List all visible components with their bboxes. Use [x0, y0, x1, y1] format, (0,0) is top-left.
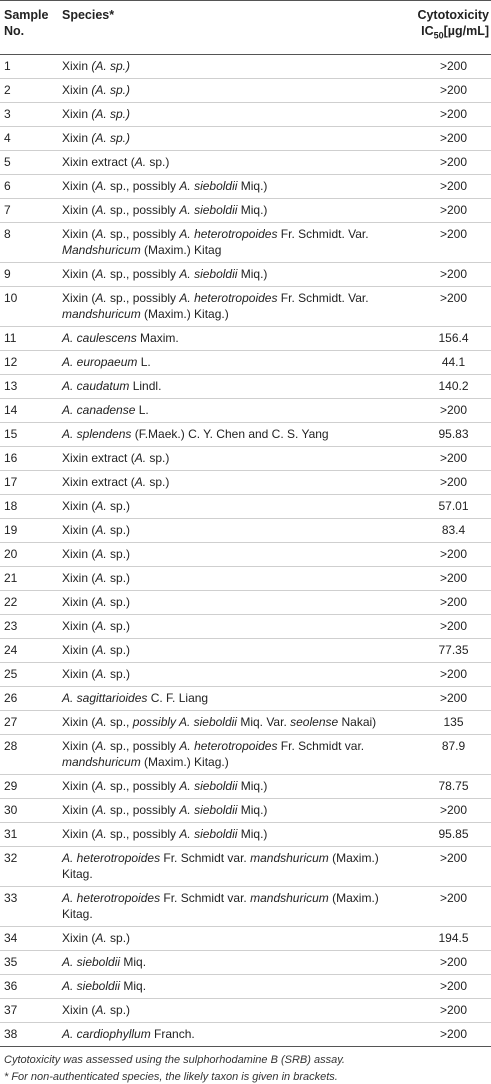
table-row	[0, 174, 491, 198]
sample-no-cell: 25	[0, 662, 56, 686]
species-text-segment: Xixin (	[62, 930, 96, 945]
sample-no-cell: 38	[0, 1022, 56, 1046]
cytotoxicity-value-cell: >200	[400, 542, 491, 566]
cytotoxicity-value-cell: >200	[400, 54, 491, 78]
species-text-segment: (Maxim.) Kitag.)	[140, 306, 229, 321]
species-text-segment: Miq.	[120, 954, 147, 969]
sample-no-cell: 34	[0, 926, 56, 950]
cytotoxicity-value-cell: >200	[400, 590, 491, 614]
cytotoxicity-value-cell: >200	[400, 686, 491, 710]
table-row	[0, 422, 491, 446]
species-text-segment: Miq.)	[237, 802, 268, 817]
table-row	[0, 518, 491, 542]
species-cell	[56, 494, 400, 518]
sample-no-cell: 22	[0, 590, 56, 614]
species-text-segment: A.	[95, 266, 107, 281]
sample-no-cell: 31	[0, 822, 56, 846]
species-text-segment: A.	[95, 666, 107, 681]
species-text-segment: mandshuricum	[62, 754, 141, 769]
sample-no-cell: 2	[0, 78, 56, 102]
species-text-segment: Miq.)	[237, 266, 268, 281]
sample-no-cell: 15	[0, 422, 56, 446]
species-text-segment: Xixin (	[62, 642, 96, 657]
sample-no-cell: 26	[0, 686, 56, 710]
species-cell	[56, 446, 400, 470]
species-text-segment: sp., possibly	[106, 826, 180, 841]
species-text-segment: Xixin	[62, 130, 92, 145]
header-cytotoxicity	[400, 1, 491, 55]
species-cell	[56, 422, 400, 446]
table-row	[0, 150, 491, 174]
species-text-segment: sp.)	[106, 618, 131, 633]
species-text-segment: Xixin extract (	[62, 450, 135, 465]
species-text-segment: sp.)	[106, 546, 131, 561]
table-row	[0, 590, 491, 614]
cytotoxicity-value-cell: >200	[400, 662, 491, 686]
species-text-segment: Xixin (	[62, 266, 96, 281]
species-text-segment: sp.)	[106, 570, 131, 585]
species-text-segment: Franch.	[150, 1026, 195, 1041]
species-text-segment: Xixin (	[62, 178, 96, 193]
species-text-segment: A. sagittarioides	[62, 690, 148, 705]
species-cell	[56, 950, 400, 974]
species-text-segment: sp.)	[106, 930, 131, 945]
sample-no-cell: 13	[0, 374, 56, 398]
species-cell	[56, 798, 400, 822]
species-text-segment: Xixin (	[62, 522, 96, 537]
sample-no-cell: 5	[0, 150, 56, 174]
table-row	[0, 494, 491, 518]
species-cell	[56, 102, 400, 126]
species-text-segment: Lindl.	[129, 378, 162, 393]
cytotoxicity-value-cell: >200	[400, 174, 491, 198]
species-text-segment: A. sieboldii	[179, 266, 238, 281]
table-row	[0, 798, 491, 822]
species-text-segment: A. heterotropoides	[179, 290, 278, 305]
species-text-segment: mandshuricum	[62, 306, 141, 321]
species-text-segment: A.	[134, 450, 147, 465]
species-text-segment: A. europaeum	[62, 354, 138, 369]
table-row	[0, 662, 491, 686]
sample-no-cell: 20	[0, 542, 56, 566]
species-text-segment: L.	[137, 354, 151, 369]
cytotoxicity-value-cell: >200	[400, 846, 491, 886]
species-text-segment: A. caudatum	[62, 378, 130, 393]
sample-no-cell: 30	[0, 798, 56, 822]
sample-no-cell: 3	[0, 102, 56, 126]
species-text-segment: A.	[95, 290, 107, 305]
cytotoxicity-value-cell: 44.1	[400, 350, 491, 374]
sample-no-cell: 6	[0, 174, 56, 198]
cytotoxicity-value-cell: >200	[400, 614, 491, 638]
sample-no-cell: 8	[0, 222, 56, 262]
species-text-segment: sp.)	[106, 498, 131, 513]
species-text-segment: sp., possibly	[106, 178, 180, 193]
table-row	[0, 846, 491, 886]
species-text-segment: A. splendens	[62, 426, 132, 441]
species-text-segment: (Maxim.) Kitag.)	[140, 754, 229, 769]
species-cell	[56, 326, 400, 350]
cytotoxicity-value-cell: 194.5	[400, 926, 491, 950]
species-text-segment: sp., possibly	[106, 738, 180, 753]
species-text-segment: A. sieboldii	[179, 778, 238, 793]
cytotoxicity-value-cell: >200	[400, 150, 491, 174]
species-text-segment: A.	[134, 474, 147, 489]
table-row	[0, 950, 491, 974]
species-cell	[56, 638, 400, 662]
cytotoxicity-value-cell: 95.85	[400, 822, 491, 846]
cytotoxicity-value-cell: >200	[400, 126, 491, 150]
header-cytotoxicity-line1: Cytotoxicity	[417, 8, 489, 22]
species-cell	[56, 78, 400, 102]
species-text-segment: A. cardiophyllum	[62, 1026, 151, 1041]
table-header-row	[0, 1, 491, 55]
cytotoxicity-value-cell: 156.4	[400, 326, 491, 350]
table-body	[0, 54, 491, 1046]
species-cell	[56, 590, 400, 614]
table-row	[0, 446, 491, 470]
header-ic-prefix: IC	[421, 24, 434, 38]
sample-no-cell: 21	[0, 566, 56, 590]
species-text-segment: Xixin (	[62, 202, 96, 217]
species-text-segment: A. heterotropoides	[62, 890, 161, 905]
species-text-segment: Miq.)	[237, 778, 268, 793]
species-cell	[56, 542, 400, 566]
table-row	[0, 710, 491, 734]
species-text-segment: (Maxim.) Kitag	[140, 242, 222, 257]
species-text-segment: L.	[135, 402, 149, 417]
species-text-segment: Xixin (	[62, 738, 96, 753]
cytotoxicity-value-cell: >200	[400, 398, 491, 422]
species-text-segment: Xixin (	[62, 594, 96, 609]
species-cell	[56, 662, 400, 686]
species-text-segment: Mandshuricum	[62, 242, 141, 257]
footnote-taxon: * For non-authenticated species, the likely taxon is given in brackets.	[4, 1070, 338, 1083]
cytotoxicity-value-cell: >200	[400, 798, 491, 822]
table-row	[0, 126, 491, 150]
table-row	[0, 102, 491, 126]
species-text-segment: Xixin (	[62, 618, 96, 633]
sample-no-cell: 18	[0, 494, 56, 518]
species-cell	[56, 614, 400, 638]
sample-no-cell: 32	[0, 846, 56, 886]
table-row	[0, 350, 491, 374]
sample-no-cell: 33	[0, 886, 56, 926]
species-text-segment: A. heterotropoides	[179, 226, 278, 241]
sample-no-cell: 27	[0, 710, 56, 734]
species-text-segment: Fr. Schmidt var.	[160, 890, 251, 905]
table-row	[0, 542, 491, 566]
species-cell	[56, 470, 400, 494]
sample-no-cell: 10	[0, 286, 56, 326]
sample-no-cell: 29	[0, 774, 56, 798]
species-text-segment: A.	[95, 930, 107, 945]
table-row	[0, 398, 491, 422]
header-species: Species*	[56, 1, 400, 55]
species-text-segment: sp.,	[106, 714, 133, 729]
species-text-segment: A.	[95, 178, 107, 193]
species-text-segment: sp.)	[146, 474, 170, 489]
table-row	[0, 470, 491, 494]
species-text-segment: A. sieboldii	[179, 802, 238, 817]
species-text-segment: sp.)	[106, 642, 131, 657]
table-footnotes	[0, 1047, 491, 1084]
footnote-assay: Cytotoxicity was assessed using the sulphorhodamine B (SRB) assay.	[4, 1053, 345, 1066]
species-text-segment: (F.Maek.) C. Y. Chen and C. S. Yang	[131, 426, 329, 441]
cytotoxicity-value-cell: >200	[400, 286, 491, 326]
table-row	[0, 638, 491, 662]
cytotoxicity-value-cell: 57.01	[400, 494, 491, 518]
species-cell	[56, 198, 400, 222]
species-text-segment: A.	[95, 618, 107, 633]
species-text-segment: A. sieboldii	[62, 954, 121, 969]
cytotoxicity-value-cell: >200	[400, 974, 491, 998]
species-text-segment: A.	[95, 226, 107, 241]
species-text-segment: Xixin (	[62, 290, 96, 305]
table-row	[0, 262, 491, 286]
species-text-segment: (Maxim.) Kitag.	[62, 850, 379, 881]
header-sample-no: Sample No.	[0, 1, 56, 55]
sample-no-cell: 11	[0, 326, 56, 350]
species-text-segment: sp.)	[146, 154, 170, 169]
species-cell	[56, 286, 400, 326]
cytotoxicity-value-cell: >200	[400, 102, 491, 126]
species-text-segment: sp., possibly	[106, 290, 180, 305]
species-cell	[56, 974, 400, 998]
species-text-segment: Xixin (	[62, 1002, 96, 1017]
table-row	[0, 886, 491, 926]
species-text-segment: (Maxim.) Kitag.	[62, 890, 379, 921]
sample-no-cell: 23	[0, 614, 56, 638]
sample-no-cell: 28	[0, 734, 56, 774]
cytotoxicity-value-cell: >200	[400, 566, 491, 590]
species-text-segment: Miq.)	[237, 178, 268, 193]
cytotoxicity-value-cell: >200	[400, 950, 491, 974]
species-text-segment: (A. sp.)	[91, 130, 131, 145]
species-text-segment: Xixin (	[62, 546, 96, 561]
sample-no-cell: 24	[0, 638, 56, 662]
species-text-segment: sp., possibly	[106, 266, 180, 281]
species-text-segment: sp., possibly	[106, 202, 180, 217]
species-text-segment: A. heterotropoides	[179, 738, 278, 753]
table-row	[0, 198, 491, 222]
species-text-segment: A.	[134, 154, 147, 169]
species-text-segment: Fr. Schmidt var.	[277, 738, 365, 753]
species-cell	[56, 174, 400, 198]
table-row	[0, 566, 491, 590]
cytotoxicity-value-cell: >200	[400, 262, 491, 286]
cytotoxicity-value-cell: >200	[400, 198, 491, 222]
table-row	[0, 286, 491, 326]
species-text-segment: A.	[95, 642, 107, 657]
species-text-segment: A.	[95, 1002, 107, 1017]
sample-no-cell: 4	[0, 126, 56, 150]
table-row	[0, 78, 491, 102]
species-cell	[56, 126, 400, 150]
species-text-segment: mandshuricum	[250, 850, 329, 865]
cytotoxicity-value-cell: >200	[400, 222, 491, 262]
species-text-segment: A.	[95, 714, 107, 729]
cytotoxicity-value-cell: >200	[400, 78, 491, 102]
table-row	[0, 614, 491, 638]
species-text-segment: Fr. Schmidt. Var.	[277, 290, 369, 305]
species-text-segment: Xixin (	[62, 826, 96, 841]
species-cell	[56, 150, 400, 174]
species-cell	[56, 1022, 400, 1046]
sample-no-cell: 17	[0, 470, 56, 494]
species-text-segment: Miq.	[120, 978, 147, 993]
cytotoxicity-value-cell: 140.2	[400, 374, 491, 398]
species-text-segment: sp., possibly	[106, 778, 180, 793]
species-text-segment: sp., possibly	[106, 802, 180, 817]
species-text-segment: A. sieboldii	[179, 202, 238, 217]
species-cell	[56, 350, 400, 374]
cytotoxicity-value-cell: 135	[400, 710, 491, 734]
species-text-segment: Nakai)	[338, 714, 377, 729]
species-text-segment: Xixin	[62, 106, 92, 121]
species-text-segment: A.	[95, 738, 107, 753]
species-text-segment: C. F. Liang	[147, 690, 209, 705]
species-cell	[56, 774, 400, 798]
species-text-segment: Xixin (	[62, 498, 96, 513]
species-text-segment: sp.)	[106, 666, 131, 681]
species-text-segment: A.	[95, 546, 107, 561]
sample-no-cell: 16	[0, 446, 56, 470]
species-cell	[56, 926, 400, 950]
species-cell	[56, 886, 400, 926]
header-ic-sub: 50	[433, 30, 444, 41]
species-text-segment: A.	[95, 202, 107, 217]
header-ic-unit: [µg/mL]	[443, 24, 489, 38]
species-text-segment: A. sieboldii	[179, 178, 238, 193]
species-cell	[56, 846, 400, 886]
species-text-segment: Xixin (	[62, 666, 96, 681]
species-text-segment: Miq.)	[237, 826, 268, 841]
species-text-segment: A.	[95, 802, 107, 817]
species-text-segment: sp.)	[106, 594, 131, 609]
table-row	[0, 974, 491, 998]
species-text-segment: mandshuricum	[250, 890, 329, 905]
species-cell	[56, 710, 400, 734]
species-text-segment: sp., possibly	[106, 226, 180, 241]
sample-no-cell: 7	[0, 198, 56, 222]
species-text-segment: seolense	[290, 714, 339, 729]
sample-no-cell: 12	[0, 350, 56, 374]
species-text-segment: (A. sp.)	[91, 82, 131, 97]
species-text-segment: A.	[95, 594, 107, 609]
species-text-segment: Fr. Schmidt. Var.	[277, 226, 369, 241]
species-text-segment: A. sieboldii	[179, 826, 238, 841]
species-text-segment: Xixin (	[62, 226, 96, 241]
species-cell	[56, 566, 400, 590]
species-cell	[56, 518, 400, 542]
sample-no-cell: 19	[0, 518, 56, 542]
species-text-segment: Xixin	[62, 82, 92, 97]
species-text-segment: Miq.)	[237, 202, 268, 217]
sample-no-cell: 1	[0, 54, 56, 78]
species-text-segment: A.	[95, 570, 107, 585]
species-text-segment: Fr. Schmidt var.	[160, 850, 251, 865]
species-text-segment: Xixin (	[62, 778, 96, 793]
species-text-segment: A. caulescens	[62, 330, 137, 345]
sample-no-cell: 37	[0, 998, 56, 1022]
species-text-segment: Xixin	[62, 58, 92, 73]
species-text-segment: A.	[95, 826, 107, 841]
species-text-segment: Xixin (	[62, 714, 96, 729]
table-row	[0, 326, 491, 350]
cytotoxicity-value-cell: 78.75	[400, 774, 491, 798]
species-text-segment: Xixin extract (	[62, 154, 135, 169]
species-cell	[56, 262, 400, 286]
cytotoxicity-value-cell: 87.9	[400, 734, 491, 774]
species-text-segment: Miq. Var.	[236, 714, 291, 729]
species-cell	[56, 398, 400, 422]
species-text-segment: (A. sp.)	[91, 106, 131, 121]
table-row	[0, 222, 491, 262]
table-row	[0, 374, 491, 398]
species-cell	[56, 822, 400, 846]
species-text-segment: A.	[95, 778, 107, 793]
sample-no-cell: 36	[0, 974, 56, 998]
species-cell	[56, 222, 400, 262]
table-row	[0, 1022, 491, 1046]
cytotoxicity-value-cell: 83.4	[400, 518, 491, 542]
cytotoxicity-value-cell: 77.35	[400, 638, 491, 662]
species-text-segment: A. heterotropoides	[62, 850, 161, 865]
species-text-segment: sp.)	[106, 1002, 131, 1017]
sample-no-cell: 35	[0, 950, 56, 974]
species-text-segment: A. canadense	[62, 402, 136, 417]
cytotoxicity-value-cell: >200	[400, 1022, 491, 1046]
cytotoxicity-value-cell: >200	[400, 998, 491, 1022]
species-text-segment: sp.)	[146, 450, 170, 465]
species-text-segment: Xixin (	[62, 570, 96, 585]
species-cell	[56, 54, 400, 78]
species-text-segment: (A. sp.)	[91, 58, 131, 73]
cytotoxicity-value-cell: 95.83	[400, 422, 491, 446]
species-cell	[56, 374, 400, 398]
table-row	[0, 774, 491, 798]
sample-no-cell: 14	[0, 398, 56, 422]
species-cell	[56, 734, 400, 774]
species-text-segment: Xixin (	[62, 802, 96, 817]
species-text-segment: A.	[95, 498, 107, 513]
species-text-segment: Xixin extract (	[62, 474, 135, 489]
table-row	[0, 54, 491, 78]
species-text-segment: A.	[95, 522, 107, 537]
species-text-segment: A. sieboldii	[62, 978, 121, 993]
species-cell	[56, 686, 400, 710]
table-row	[0, 822, 491, 846]
table-row	[0, 734, 491, 774]
cytotoxicity-value-cell: >200	[400, 446, 491, 470]
table-row	[0, 686, 491, 710]
sample-no-cell: 9	[0, 262, 56, 286]
cytotoxicity-value-cell: >200	[400, 886, 491, 926]
table-row	[0, 998, 491, 1022]
species-cell	[56, 998, 400, 1022]
species-text-segment: Maxim.	[136, 330, 179, 345]
species-text-segment: sp.)	[106, 522, 131, 537]
table-row	[0, 926, 491, 950]
cytotoxicity-value-cell: >200	[400, 470, 491, 494]
species-text-segment: possibly A. sieboldii	[132, 714, 237, 729]
